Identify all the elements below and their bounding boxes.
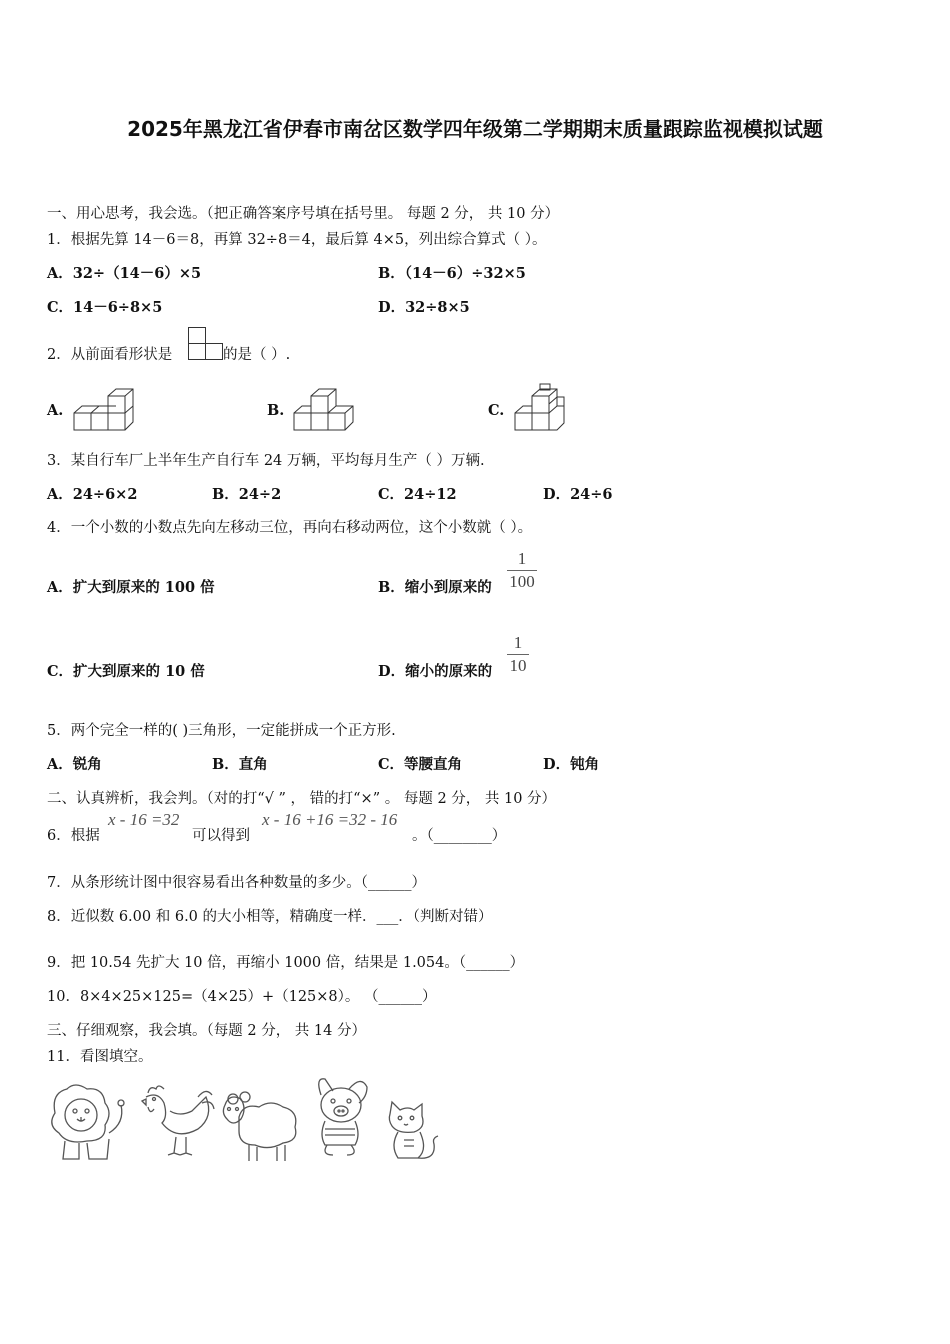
rooster-icon (136, 1083, 216, 1159)
q1-option-a: A．32÷（14－6）×5 (47, 265, 202, 282)
q7: 7．从条形统计图中很容易看出各种数量的多少。（______） (47, 875, 426, 891)
q5-option-c: C．等腰直角 (378, 756, 463, 773)
q1-option-d: D．32÷8×5 (378, 299, 470, 316)
section-1-heading: 一、用心思考，我会选。（把正确答案序号填在括号里。 每题 2 分， 共 10 分） (47, 206, 560, 222)
q1-option-b: B．（14－6）÷32×5 (378, 265, 526, 282)
page-title: 2025年黑龙江省伊春市南岔区数学四年级第二学期期末质量跟踪监视模拟试题 (127, 117, 823, 141)
pig-icon (305, 1075, 375, 1161)
q2-option-c-cubes-figure (514, 383, 566, 433)
q3-option-c: C．24÷12 (378, 486, 457, 503)
q2-option-b: B. (267, 402, 285, 419)
fraction-numerator: 1 (517, 549, 527, 568)
q4-option-a: A．扩大到原来的 100 倍 (47, 579, 215, 596)
q4-option-d: D．缩小的原来的 (378, 663, 493, 680)
q6-answer-blank: 。（________） (412, 828, 507, 844)
q2-option-a: A. (47, 402, 64, 419)
q4-option-b-fraction (507, 549, 537, 592)
q2-option-c: C. (488, 402, 505, 419)
q6-pre: 6．根据 (47, 828, 100, 844)
q4-option-d-fraction (507, 633, 529, 676)
fraction-numerator: 1 (513, 633, 523, 652)
q1-stem: 1．根据先算 14－6＝8，再算 32÷8＝4，最后算 4×5，列出综合算式（ ）。 (47, 232, 547, 248)
q4-option-c: C．扩大到原来的 10 倍 (47, 663, 205, 680)
q5-option-a: A．锐角 (47, 756, 102, 773)
q9: 9．把 10.54 先扩大 10 倍，再缩小 1000 倍，结果是 1.054。（______） (47, 955, 525, 971)
q5-option-b: B．直角 (212, 756, 268, 773)
q2-stem-pre: 2．从前面看形状是 (47, 347, 173, 363)
q2-stem-post: 的是（ ）. (223, 347, 291, 363)
q4-option-b: B．缩小到原来的 (378, 579, 492, 596)
q2-option-a-cubes-figure (73, 388, 135, 432)
section-2-heading: 二、认真辨析，我会判。（对的打“√ ” ， 错的打“×” 。 每题 2 分， 共 10 分） (47, 791, 557, 807)
q4-stem: 4．一个小数的小数点先向左移动三位，再向右移动两位，这个小数就（ ）。 (47, 520, 533, 536)
front-view-shape-figure (188, 327, 224, 361)
q6-mid: 可以得到 (192, 828, 250, 844)
q1-option-c: C．14－6÷8×5 (47, 299, 163, 316)
q3-option-d: D．24÷6 (543, 486, 613, 503)
q6-equation-1: x - 16 =32 (108, 810, 180, 829)
q3-option-b: B．24÷2 (212, 486, 282, 503)
q10: 10．8×4×25×125=（4×25）+（125×8）。 （______） (47, 989, 437, 1005)
q8: 8．近似数 6.00 和 6.0 的大小相等，精确度一样．___．（判断对错） (47, 909, 493, 925)
section-3-heading: 三、仔细观察，我会填。（每题 2 分， 共 14 分） (47, 1023, 366, 1039)
fraction-denominator: 100 (509, 572, 535, 591)
q2-option-b-cubes-figure (293, 388, 355, 432)
q11-stem: 11．看图填空。 (47, 1049, 153, 1065)
q3-option-a: A．24÷6×2 (47, 486, 138, 503)
sheep-icon (219, 1089, 301, 1165)
fraction-denominator: 10 (509, 656, 527, 675)
q6-equation-2: x - 16 +16 =32 - 16 (262, 810, 398, 829)
lion-icon (45, 1083, 127, 1163)
q5-option-d: D．钝角 (543, 756, 600, 773)
cat-icon (384, 1100, 442, 1166)
q3-stem: 3．某自行车厂上半年生产自行车 24 万辆，平均每月生产（ ）万辆. (47, 453, 485, 469)
q5-stem: 5．两个完全一样的( )三角形，一定能拼成一个正方形. (47, 723, 396, 739)
